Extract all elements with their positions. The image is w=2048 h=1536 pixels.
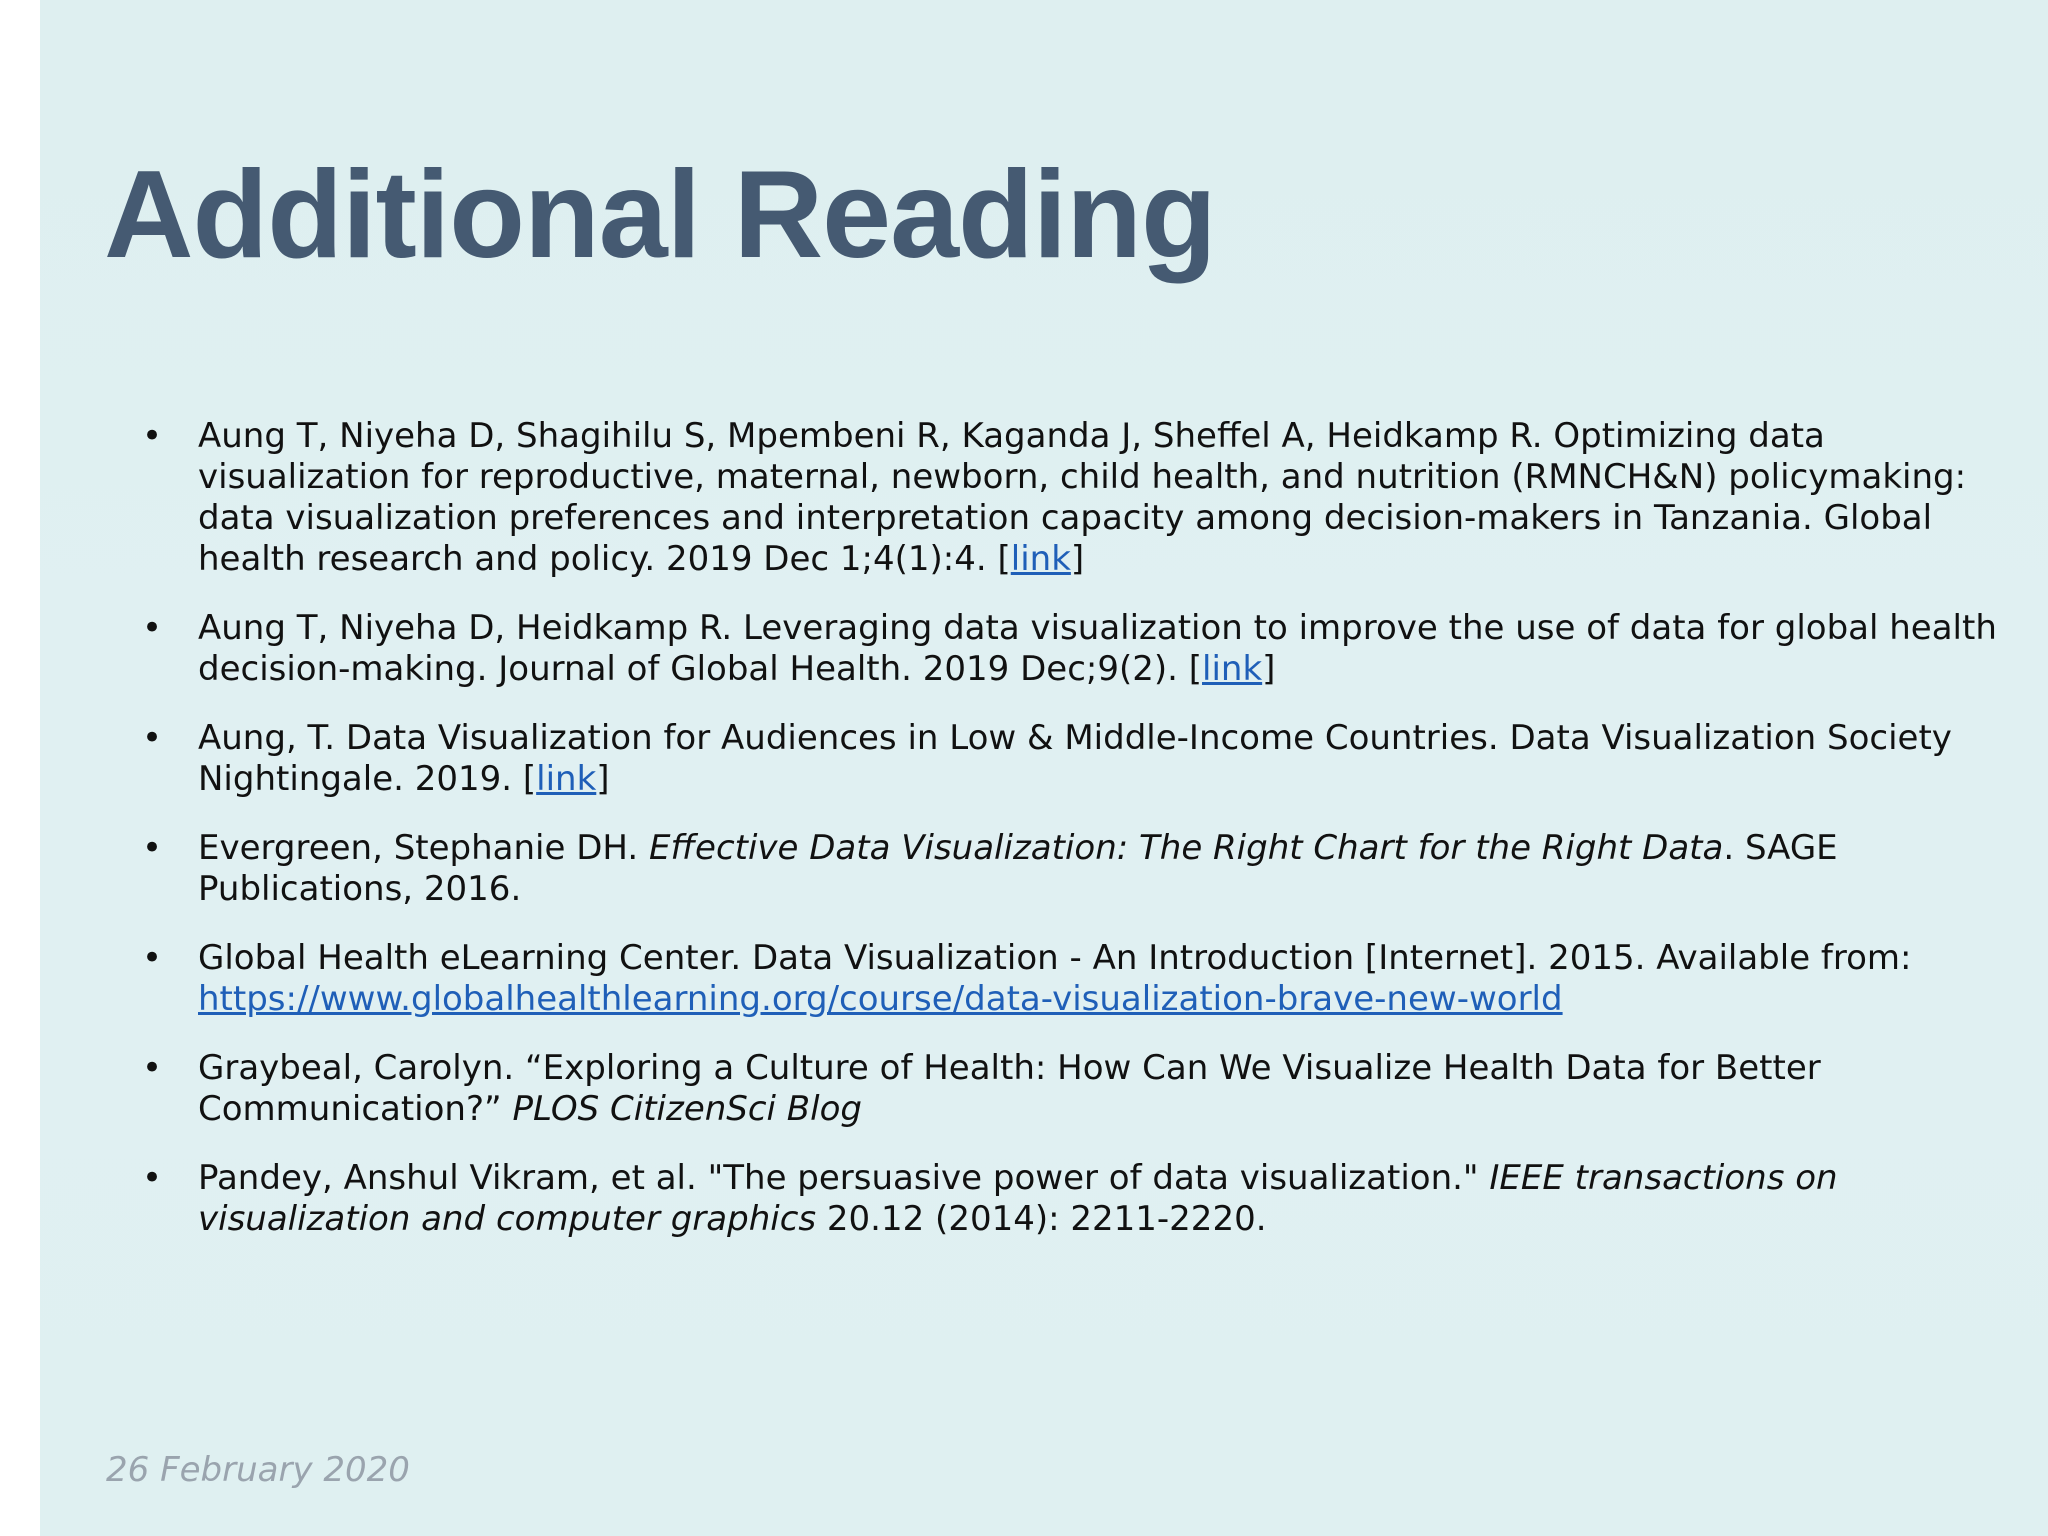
reference-link[interactable]: link: [536, 759, 597, 799]
reference-text-end: ]: [1262, 649, 1276, 689]
slide-date: 26 February 2020: [106, 1450, 410, 1490]
slide: [40, 0, 2048, 1536]
reference-text-end: ]: [1070, 539, 1085, 579]
reference-text-end: ]: [596, 759, 610, 799]
reference-link[interactable]: link: [1202, 649, 1263, 689]
reference-text: Global Health eLearning Center. Data Visualization - An Introduction [Internet]. 2015. Available from:: [198, 938, 1912, 978]
reference-text-end: 20.12 (2014): 2211-2220.: [816, 1199, 1267, 1239]
reference-title-italic: Effective Data Visualization: The Right Chart for the Right Data: [649, 828, 1724, 868]
reference-text-end: . SAGE Publications, 2016.: [198, 828, 1838, 909]
reference-text: Aung, T. Data Visualization for Audiences in Low & Middle-Income Countries. Data Visualization Society Nightingale. 2019. [: [198, 718, 1952, 799]
slide-title: Additional Reading: [104, 146, 1216, 284]
reference-item: [104, 1048, 2024, 1130]
reference-text: Aung T, Niyeha D, Shagihilu S, Mpembeni R, Kaganda J, Sheffel A, Heidkamp R. Optimizing data visualization for reproductive, maternal, newborn, child health, and nutrition (RMNCH&N) policymaking: data visualization preferences and interpretation capacity among decision-makers in Tanzania. Global health research and policy. 2019 Dec 1;4(1):4. [: [198, 416, 1967, 579]
reference-text: Graybeal, Carolyn. “Exploring a Culture of Health: How Can We Visualize Health Data for Better Communication?”: [198, 1048, 1821, 1129]
bullet-icon: •: [142, 718, 163, 758]
bullet-icon: •: [142, 938, 163, 978]
reference-title-italic: IEEE transactions on visualization and computer graphics: [198, 1158, 1838, 1239]
reference-text: Aung T, Niyeha D, Heidkamp R. Leveraging data visualization to improve the use of data for global health decision-making. Journal of Global Health. 2019 Dec;9(2). [: [198, 608, 1997, 689]
reference-item: [104, 608, 2024, 690]
reference-item: [104, 416, 2024, 580]
bullet-icon: •: [142, 608, 163, 648]
reference-list: [104, 416, 2024, 1268]
reference-item: [104, 938, 2024, 1020]
reference-item: [104, 1158, 2024, 1240]
reference-text: Evergreen, Stephanie DH.: [198, 828, 649, 868]
reference-item: [104, 828, 2024, 910]
reference-title-italic: PLOS CitizenSci Blog: [512, 1089, 862, 1129]
reference-item: [104, 718, 2024, 800]
reference-link[interactable]: link: [1010, 539, 1071, 579]
bullet-icon: •: [142, 828, 163, 868]
reference-url-link[interactable]: https://www.globalhealthlearning.org/course/data-visualization-brave-new-world: [198, 979, 1563, 1019]
bullet-icon: •: [142, 416, 163, 456]
reference-text: Pandey, Anshul Vikram, et al. "The persuasive power of data visualization.": [198, 1158, 1490, 1198]
bullet-icon: •: [142, 1048, 163, 1088]
bullet-icon: •: [142, 1158, 163, 1198]
